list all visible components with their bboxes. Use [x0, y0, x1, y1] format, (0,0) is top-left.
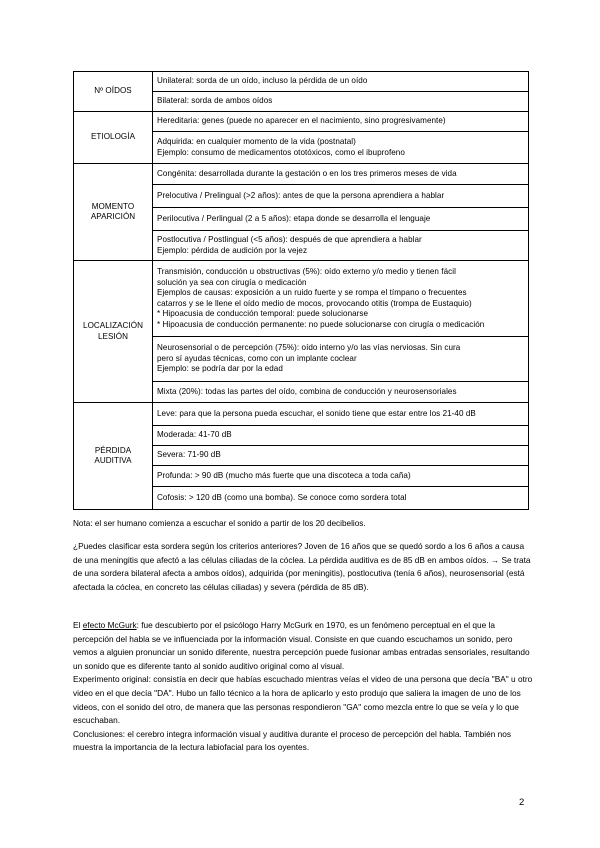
mcgurk-section	[73, 619, 533, 755]
category-cell: ETIOLOGÍA	[74, 112, 153, 164]
mcgurk-intro-text: : fue descubierto por el psicólogo Harry McGurk en 1970, es un fenómeno perceptual en el que la percepción del habla se ve influenciada por la información visual. Consiste en que cuando escuchamos un sonido, pero vemos a alguien pronunciar un sonido diferente, nuestra percepción puede fusionar ambas entradas sensoriales, resultando un sonido que es diferente tanto al sonido auditivo original como al visual.	[73, 620, 530, 671]
description-cell: Bilateral: sorda de ambos oídos	[153, 92, 529, 112]
table-row	[74, 164, 529, 185]
hearing-loss-classification-table	[73, 71, 529, 510]
page-number: 2	[519, 797, 525, 808]
description-cell: Mixta (20%): todas las partes del oído, combina de conducción y neurosensoriales	[153, 382, 529, 403]
category-cell: PÉRDIDA AUDITIVA	[74, 403, 153, 510]
category-cell: Nº OÍDOS	[74, 72, 153, 112]
mcgurk-intro	[73, 619, 533, 673]
description-cell: Severa: 71-90 dB	[153, 446, 529, 466]
description-cell: Unilateral: sorda de un oído, incluso la pérdida de un oído	[153, 72, 529, 92]
note: Nota: el ser humano comienza a escuchar el sonido a partir de los 20 decibelios.	[73, 519, 366, 528]
description-cell: Prelocutiva / Prelingual (>2 años): antes de que la persona aprendiera a hablar	[153, 185, 529, 208]
mcgurk-link[interactable]: efecto McGurk	[82, 620, 137, 630]
description-cell: Congénita: desarrollada durante la gestación o en los tres primeros meses de vida	[153, 164, 529, 185]
mcgurk-conclusions: Conclusiones: el cerebro integra información visual y auditiva durante el proceso de percepción del habla. También nos muestra la importancia de la lectura labiofacial para los oyentes.	[73, 728, 511, 753]
description-cell: Neurosensorial o de percepción (75%): oído interno y/o las vías nerviosas. Sin cura pero sí ayudas técnicas, como con un implante coclear Ejemplo: se podría dar por la edad	[153, 337, 529, 382]
description-cell: Cofosis: > 120 dB (como una bomba). Se conoce como sordera total	[153, 487, 529, 510]
category-cell: LOCALIZACIÓN LESIÓN	[74, 261, 153, 403]
table-row	[74, 403, 529, 426]
description-cell: Postlocutiva / Postlingual (<5 años): después de que aprendiera a hablar Ejemplo: pérdida de audición por la vejez	[153, 231, 529, 261]
mcgurk-prefix: El	[73, 620, 83, 630]
table-row	[74, 261, 529, 337]
question-text: ¿Puedes clasificar esta sordera según los criterios anteriores? Joven de 16 años que se quedó sordo a los 6 años a causa de una meningitis que afectó a las células ciliadas de la cóclea. La pérdida auditiva es de 85 dB en ambos oídos. → Se trata de una sordera bilateral afecta a ambos oídos), adquirida (por meningitis), postlocutiva (tenía 6 años), neurosensorial (está afectada la cóclea, en concreto las células ciliadas) y severa (pérdida de 85 dB).	[73, 541, 531, 592]
description-cell: Moderada: 41-70 dB	[153, 426, 529, 446]
question-paragraph	[73, 540, 533, 594]
description-cell: Leve: para que la persona pueda escuchar, el sonido tiene que estar entre los 21-40 dB	[153, 403, 529, 426]
category-cell: MOMENTO APARICIÓN	[74, 164, 153, 261]
description-cell: Adquirida: en cualquier momento de la vida (postnatal) Ejemplo: consumo de medicamentos ototóxicos, como el ibuprofeno	[153, 132, 529, 164]
description-cell: Transmisión, conducción u obstructivas (5%): oído externo y/o medio y tienen fácil solución ya sea con cirugía o medicación Ejemplos de causas: exposición a un ruido fuerte y se rompa el tímpano o frecuentes catarros y se le llene el oído medio de mocos, provocando otitis (trompa de Eustaquio) * Hipoacusia de conducción temporal: puede solucionarse * Hipoacusia de conducción permanente: no puede solucionarse con cirugía o medicación	[153, 261, 529, 337]
description-cell: Hereditaria: genes (puede no aparecer en el nacimiento, sino progresivamente)	[153, 112, 529, 132]
table-row	[74, 112, 529, 132]
description-cell: Profunda: > 90 dB (mucho más fuerte que una discoteca a toda caña)	[153, 466, 529, 487]
table-row	[74, 72, 529, 92]
description-cell: Perilocutiva / Perlingual (2 a 5 años): etapa donde se desarrolla el lenguaje	[153, 208, 529, 231]
mcgurk-experiment: Experimento original: consistía en decir que habías escuchado mientras veías el video de una persona que decía "BA" u otro video en el que decía "DA". Hubo un fallo técnico a la hora de aplicarlo y esto produjo que saliera la imagen de uno de los videos, con el sonido del otro, de manera que las personas respondieron "GA" como mezcla entre lo que se veía y lo que escuchaban.	[73, 674, 533, 726]
